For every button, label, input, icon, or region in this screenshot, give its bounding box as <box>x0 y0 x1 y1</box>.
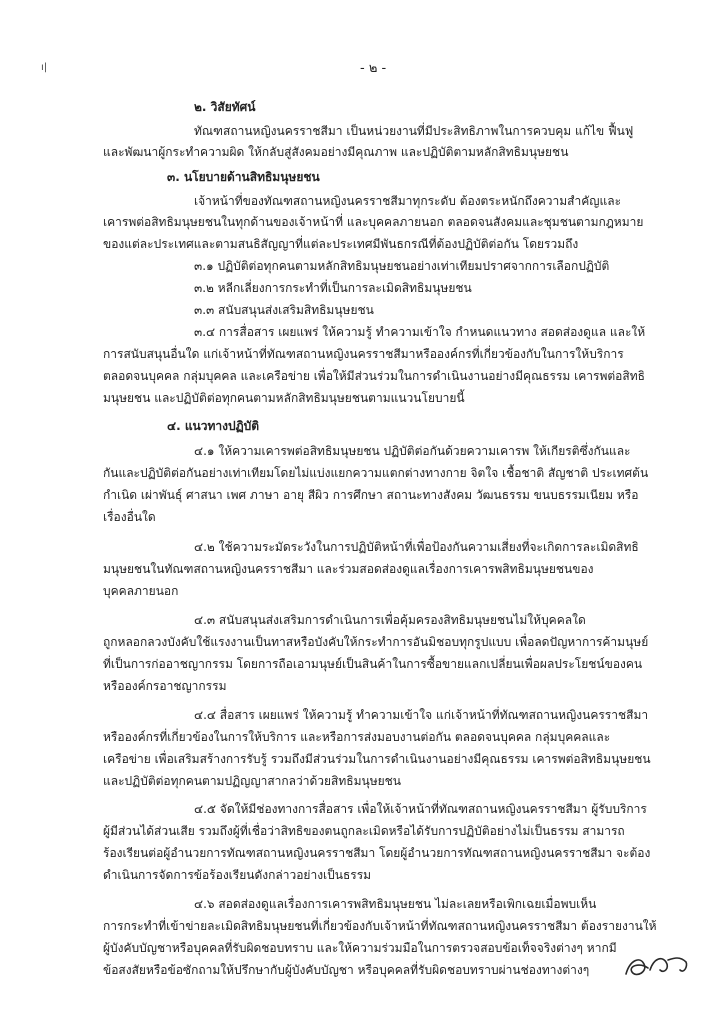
paragraph-line: หรือองค์กรอาชญากรรม <box>103 679 227 693</box>
paragraph-line: ทัณฑสถานหญิงนครราชสีมา เป็นหน่วยงานที่มีประสิทธิภาพในการควบคุม แก้ไข ฟื้นฟู <box>194 124 634 138</box>
list-item: ๔.๕ จัดให้มีช่องทางการสื่อสาร เพื่อให้เจ้าหน้าที่ทัณฑสถานหญิงนครราชสีมา ผู้รับบริการ <box>194 802 647 816</box>
list-item: ๔.๖ สอดส่องดูแลเรื่องการเคารพสิทธิมนุษยชน ไม่ละเลยหรือเพิกเฉยเมื่อพบเห็น <box>194 897 597 911</box>
paragraph-line: และปฏิบัติต่อทุกคนตามปฏิญญาสากลว่าด้วยสิทธิมนุษยชน <box>103 774 402 788</box>
section-heading-policy: ๓. นโยบายด้านสิทธิมนุษยชน <box>167 170 320 184</box>
paragraph-line: ร้องเรียนต่อผู้อำนวยการทัณฑสถานหญิงนครราชสีมา โดยผู้อำนวยการทัณฑสถานหญิงนครราชสีมา จะต้อง <box>103 846 651 860</box>
paragraph-line: การสนับสนุนอื่นใด แก่เจ้าหน้าที่ทัณฑสถานหญิงนครราชสีมาหรือองค์กรที่เกี่ยวข้องกับในการให้บริการ <box>103 347 624 361</box>
paragraph-line: ผู้บังคับบัญชาหรือบุคคลที่รับผิดชอบทราบ และให้ความร่วมมือในการตรวจสอบข้อเท็จจริงต่างๆ หากมี <box>103 941 617 955</box>
paragraph-line: ที่เป็นการก่ออาชญากรรม โดยการถือเอามนุษย์เป็นสินค้าในการซื้อขายแลกเปลี่ยนเพื่อผลประโยชน์ของคน <box>103 657 643 671</box>
paragraph-line: บุคคลภายนอก <box>103 584 179 598</box>
paragraph-line: ดำเนินการจัดการข้อร้องเรียนดังกล่าวอย่างเป็นธรรม <box>103 868 372 882</box>
paragraph-line: เคารพต่อสิทธิมนุษยชนในทุกด้านของเจ้าหน้าที่ และบุคคลภายนอก ตลอดจนสังคมและชุมชนตามกฎหมาย <box>103 215 644 229</box>
corner-mark: ı| <box>41 62 48 73</box>
list-item: ๓.๑ ปฏิบัติต่อทุกคนตามหลักสิทธิมนุษยชนอย่างเท่าเทียมปราศจากการเลือกปฏิบัติ <box>194 259 610 273</box>
paragraph-line: ถูกหลอกลวงบังคับใช้แรงงานเป็นทาสหรือบังคับให้กระทำการอันมิชอบทุกรูปแบบ เพื่อลดปัญหาการค้ามนุษย์ <box>103 635 649 649</box>
section-heading-vision: ๒. วิสัยทัศน์ <box>194 100 256 114</box>
list-item: ๔.๓ สนับสนุนส่งเสริมการดำเนินการเพื่อคุ้มครองสิทธิมนุษยชนไม่ให้บุคคลใด <box>194 613 586 627</box>
list-item: ๔.๑ ให้ความเคารพต่อสิทธิมนุษยชน ปฏิบัติต่อกันด้วยความเคารพ ให้เกียรติซึ่งกันและ <box>194 444 631 458</box>
paragraph-line: ผู้มีส่วนได้ส่วนเสีย รวมถึงผู้ที่เชื่อว่าสิทธิของตนถูกละเมิดหรือได้รับการปฏิบัติอย่างไม่เป็นธรรม สามารถ <box>103 824 625 838</box>
section-heading-guidelines: ๔. แนวทางปฏิบัติ <box>167 419 260 433</box>
list-item: ๔.๔ สื่อสาร เผยแพร่ ให้ความรู้ ทำความเข้าใจ แก่เจ้าหน้าที่ทัณฑสถานหญิงนครราชสีมา <box>194 708 649 722</box>
signature-icon <box>622 944 694 986</box>
paragraph-line: กำเนิด เผ่าพันธุ์ ศาสนา เพศ ภาษา อายุ สีผิว การศึกษา สถานะทางสังคม วัฒนธรรม ขนบธรรมเนียม หรือ <box>103 488 639 502</box>
paragraph-line: การกระทำที่เข้าข่ายละเมิดสิทธิมนุษยชนที่เกี่ยวข้องกับเจ้าหน้าที่ทัณฑสถานหญิงนครราชสีมา ต้องรายงานให้ <box>103 919 657 933</box>
list-item: ๔.๒ ใช้ความระมัดระวังในการปฏิบัติหน้าที่เพื่อป้องกันความเสี่ยงที่จะเกิดการละเมิดสิทธิ <box>194 540 639 554</box>
paragraph-line: ของแต่ละประเทศและตามสนธิสัญญาที่แต่ละประเทศมีพันธกรณีที่ต้องปฏิบัติต่อกัน โดยรวมถึง <box>103 237 579 251</box>
list-item: ๓.๓ สนับสนุนส่งเสริมสิทธิมนุษยชน <box>194 303 374 317</box>
paragraph-line: ตลอดจนบุคคล กลุ่มบุคคล และเครือข่าย เพื่อให้มีส่วนร่วมในการดำเนินงานอย่างมีคุณธรรม เคารพต่อสิทธิ <box>103 369 645 383</box>
paragraph-line: เจ้าหน้าที่ของทัณฑสถานหญิงนครราชสีมาทุกระดับ ต้องตระหนักถึงความสำคัญและ <box>194 194 622 208</box>
paragraph-line: เครือข่าย เพื่อเสริมสร้างการรับรู้ รวมถึงมีส่วนร่วมในการดำเนินงานอย่างมีคุณธรรม เคารพต่อสิทธิมนุษยชน <box>103 752 651 766</box>
paragraph-line: ข้อสงสัยหรือข้อซักถามให้ปรึกษากับผู้บังคับบัญชา หรือบุคคลที่รับผิดชอบทราบผ่านช่องทางต่างๆ <box>103 963 590 977</box>
paragraph-line: เรื่องอื่นใด <box>103 510 156 524</box>
list-item: ๓.๔ การสื่อสาร เผยแพร่ ให้ความรู้ ทำความเข้าใจ กำหนดแนวทาง สอดส่องดูแล และให้ <box>194 325 646 339</box>
paragraph-line: หรือองค์กรที่เกี่ยวข้องในการให้บริการ และหรือการส่งมอบงานต่อกัน ตลอดจนบุคคล กลุ่มบุคคลและ <box>103 730 611 744</box>
paragraph-line: มนุษยชน และปฏิบัติต่อทุกคนตามหลักสิทธิมนุษยชนตามแนวนโยบายนี้ <box>103 391 465 405</box>
paragraph-line: กันและปฏิบัติต่อกันอย่างเท่าเทียมโดยไม่แบ่งแยกความแตกต่างทางกาย จิตใจ เชื้อชาติ สัญชาติ ประเทศต้น <box>103 466 649 480</box>
paragraph-line: และพัฒนาผู้กระทำความผิด ให้กลับสู่สังคมอย่างมีคุณภาพ และปฏิบัติตามหลักสิทธิมนุษยชน <box>103 145 569 159</box>
list-item: ๓.๒ หลีกเลี่ยงการกระทำที่เป็นการละเมิดสิทธิมนุษยชน <box>194 281 472 295</box>
paragraph-line: มนุษยชนในทัณฑสถานหญิงนครราชสีมา และร่วมสอดส่องดูแลเรื่องการเคารพสิทธิมนุษยชนของ <box>103 562 594 576</box>
page-number: - ๒ - <box>360 61 387 76</box>
